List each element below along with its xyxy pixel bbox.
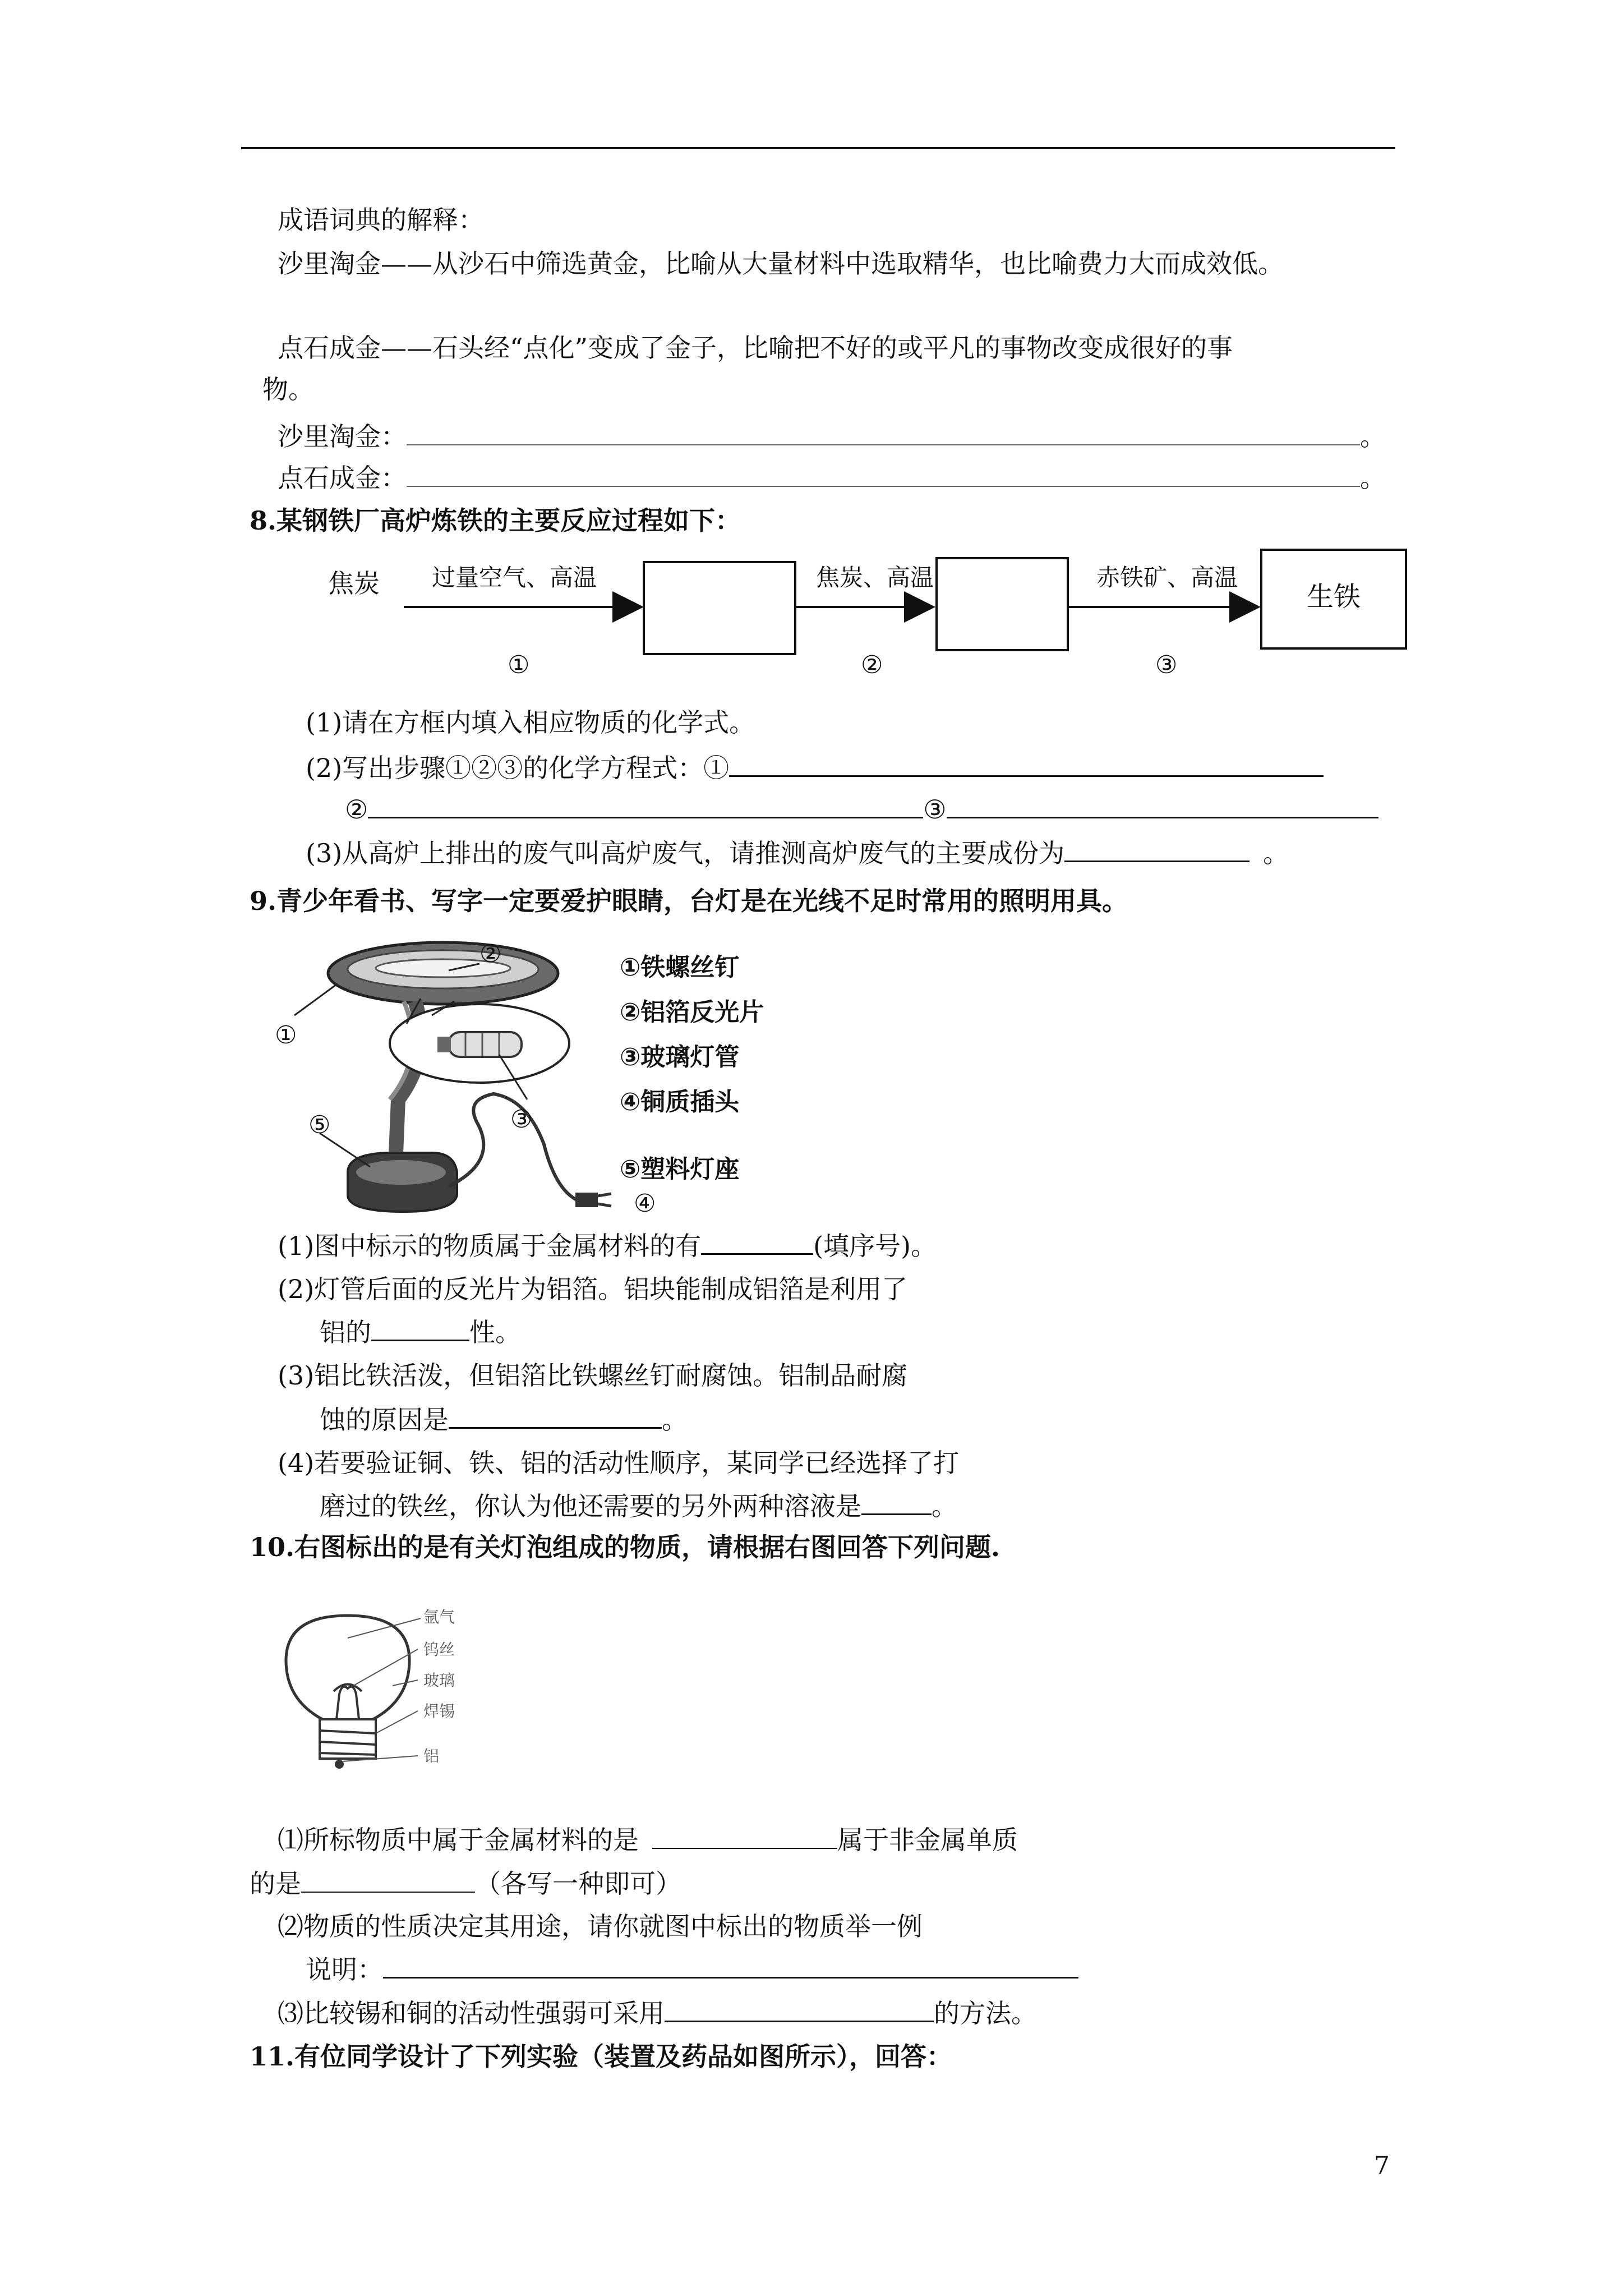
q9-sub-3-cont [320,1402,688,1437]
idiom-period-1: 。 [1360,421,1386,452]
q8-answer-box-2[interactable] [935,557,1069,651]
idiom-blank-1-label: 沙里淘金： [278,421,407,452]
q8-sub-3-text: (3)从高炉上排出的废气叫高炉废气，请推测高炉废气的主要成份为 [306,838,1065,868]
q10-sub-3-text: ⑶比较锡和铜的活动性强弱可采用 [278,1998,665,2028]
q9-sub-2-end: 性。 [469,1317,521,1347]
q10-sub-2-prefix: 说明： [306,1954,383,1985]
q9-reason-blank[interactable] [449,1402,662,1429]
q11-title: 11.有位同学设计了下列实验（装置及药品如图所示），回答： [250,2041,953,2072]
idiom-period-2: 。 [1360,463,1386,493]
q8-sub-2-circle-2: ② [345,794,368,825]
q8-flow-end: 生铁 [1306,581,1361,613]
q9-sub-2-cont [320,1315,521,1349]
q8-sub-2 [306,751,1324,785]
q10-sub-3 [278,1996,1037,2030]
q10-method-blank[interactable] [665,1996,934,2022]
bulb-label-tungsten: 钨丝 [423,1640,455,1659]
lamp-legend-2: ②铝箔反光片 [620,998,764,1027]
q10-sub-1 [278,1823,1018,1857]
q9-sub-4: (4)若要验证铜、铁、铝的活动性顺序，某同学已经选择了打 [278,1448,960,1478]
page-number: 7 [1374,2151,1390,2180]
q9-solutions-blank[interactable] [861,1489,932,1515]
q9-sub-2-prefix: 铝的 [320,1317,371,1347]
q10-example-blank[interactable] [383,1952,1078,1978]
q8-sub-1: (1)请在方框内填入相应物质的化学式。 [306,707,755,738]
q8-answer-box-1[interactable] [643,561,796,655]
q9-sub-4-cont [320,1489,957,1523]
callout-4: ④ [634,1189,656,1218]
idiom-def-1: 沙里淘金——从沙石中筛选黄金，比喻从大量材料中选取精华，也比喻费力大而成效低。 [278,249,1284,279]
callout-3: ③ [510,1105,533,1134]
q8-arrow2-label: 焦炭、高温 [816,564,934,591]
light-bulb-figure [264,1593,611,1778]
q10-nonmetal-blank[interactable] [301,1867,475,1893]
q9-sub-4-prefix: 磨过的铁丝，你认为他还需要的另外两种溶液是 [320,1491,861,1521]
q8-sub-2-text: (2)写出步骤①②③的化学方程式：① [306,753,730,783]
q9-sub-1-end: (填序号)。 [813,1231,937,1261]
q10-sub-1-cont [250,1867,681,1901]
q9-title: 9.青少年看书、写字一定要爱护眼睛，台灯是在光线不足时常用的照明用具。 [250,886,1128,916]
bulb-label-argon: 氩气 [423,1608,455,1626]
bulb-label-glass: 玻璃 [423,1671,455,1690]
lamp-legend-1: ①铁螺丝钉 [620,953,740,982]
q9-sub-1 [278,1228,937,1263]
q8-step-1: ① [508,651,530,679]
q8-arrow3-label: 赤铁矿、高温 [1096,564,1238,591]
bulb-label-solder: 焊锡 [423,1702,455,1720]
q9-sub-3-end: 。 [662,1405,688,1435]
q8-sub-2-circle-3: ③ [923,794,947,825]
q8-equation-blank-3[interactable] [947,792,1378,818]
lamp-legend-5: ⑤塑料灯座 [620,1155,740,1184]
q10-sub-1-text: ⑴所标物质中属于金属材料的是 [278,1825,639,1855]
q8-title: 8.某钢铁厂高炉炼铁的主要反应过程如下： [250,505,741,536]
q10-sub-1-prefix: 的是 [250,1869,301,1899]
q8-arrow1-label: 过量空气、高温 [432,564,597,591]
lamp-legend-4: ④铜质插头 [620,1088,740,1116]
callout-2: ② [479,940,502,968]
q10-sub-1-end: （各写一种即可） [475,1869,681,1899]
q8-end-box [1260,549,1407,650]
q8-sub-3-end: 。 [1263,838,1289,868]
q9-sub-3: (3)铝比铁活泼，但铝箔比铁螺丝钉耐腐蚀。铝制品耐腐 [278,1360,908,1391]
q10-sub-1-mid: 属于非金属单质 [837,1825,1018,1855]
callout-5: ⑤ [308,1111,331,1139]
idiom-intro: 成语词典的解释： [278,205,484,235]
lamp-legend-3: ③玻璃灯管 [620,1043,740,1071]
q8-sub-3 [306,836,1289,870]
q9-sub-1-text: (1)图中标示的物质属于金属材料的有 [278,1231,702,1261]
q8-gas-blank[interactable] [1064,836,1249,862]
q10-sub-2: ⑵物质的性质决定其用途，请你就图中标出的物质举一例 [278,1911,923,1941]
idiom-def-2-line-2: 物。 [262,374,314,404]
q10-sub-3-end: 的方法。 [934,1998,1037,2028]
q9-sub-2: (2)灯管后面的反光片为铝箔。铝块能制成铝箔是利用了 [278,1274,908,1304]
tube-closeup [449,1032,522,1057]
q9-property-blank[interactable] [371,1315,469,1341]
q9-sub-3-prefix: 蚀的原因是 [320,1405,449,1435]
q8-equation-blank-1[interactable] [729,751,1324,777]
q8-equation-blank-2[interactable] [368,792,923,818]
idiom-blank-2-label: 点石成金： [278,463,407,493]
q8-step-3: ③ [1155,651,1178,679]
idiom-def-2-line-1: 点石成金——石头经“点化”变成了金子，比喻把不好的或平凡的事物改变成很好的事 [278,333,1233,363]
q10-metal-blank[interactable] [652,1823,837,1849]
bulb-label-aluminum: 铝 [423,1747,440,1765]
q8-flow-start: 焦炭 [328,568,380,599]
q9-sub-4-end: 。 [932,1491,957,1521]
q8-sub-2-cont [345,792,1378,826]
q10-title: 10.右图标出的是有关灯泡组成的物质，请根据右图回答下列问题. [250,1532,1000,1562]
q9-metal-blank[interactable] [701,1228,813,1255]
q8-step-2: ② [861,651,883,679]
q10-sub-2-cont [306,1952,1078,1986]
callout-1: ① [275,1021,297,1050]
